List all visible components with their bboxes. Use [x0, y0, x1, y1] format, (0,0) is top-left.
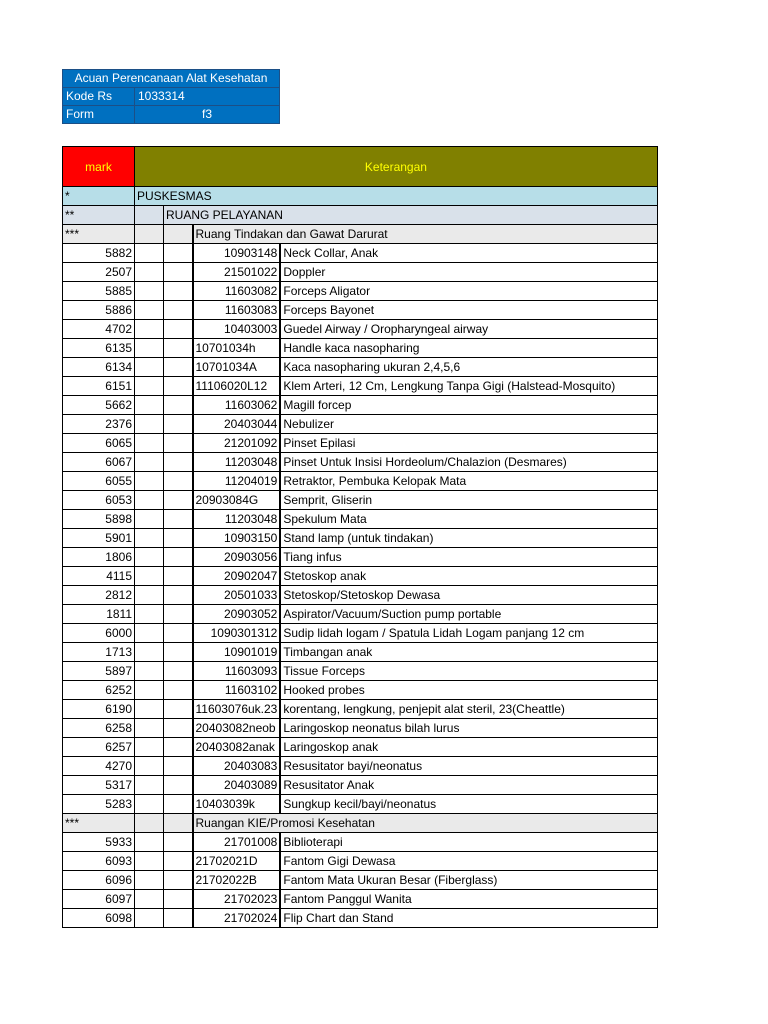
indent-cell[interactable] — [135, 814, 164, 833]
indent-cell[interactable] — [164, 738, 193, 757]
group-mark[interactable]: * — [63, 187, 135, 206]
indent-cell[interactable] — [135, 662, 164, 681]
description-cell[interactable]: Handle kaca nasopharing — [280, 339, 657, 358]
table-row — [63, 681, 658, 700]
description-cell[interactable]: Laringoskop neonatus bilah lurus — [280, 719, 657, 738]
mark-cell[interactable]: 5901 — [63, 529, 135, 548]
table-row — [63, 776, 658, 795]
table-row — [63, 301, 658, 320]
mark-cell[interactable]: 1806 — [63, 548, 135, 567]
table-row — [63, 434, 658, 453]
description-cell[interactable]: Stand lamp (untuk tindakan) — [280, 529, 657, 548]
code-cell[interactable]: 21701008 — [193, 833, 281, 852]
code-cell[interactable]: 11204019 — [193, 472, 281, 491]
description-cell[interactable]: Neck Collar, Anak — [280, 244, 657, 263]
description-cell[interactable]: Retraktor, Pembuka Kelopak Mata — [280, 472, 657, 491]
table-header — [63, 147, 658, 187]
info-title: Acuan Perencanaan Alat Kesehatan — [63, 70, 280, 88]
table-row — [63, 263, 658, 282]
group-label[interactable]: RUANG PELAYANAN — [164, 206, 658, 225]
description-cell[interactable]: Stetoskop anak — [280, 567, 657, 586]
code-cell[interactable]: 21702022B — [193, 871, 281, 890]
description-cell[interactable]: Fantom Panggul Wanita — [280, 890, 657, 909]
indent-cell[interactable] — [164, 548, 193, 567]
indent-cell[interactable] — [135, 833, 164, 852]
table-row — [63, 586, 658, 605]
indent-cell[interactable] — [164, 719, 193, 738]
mark-cell[interactable]: 5662 — [63, 396, 135, 415]
indent-cell[interactable] — [164, 852, 193, 871]
keterangan-header[interactable]: Keterangan — [135, 147, 658, 187]
indent-cell[interactable] — [164, 377, 193, 396]
code-cell[interactable]: 11603093 — [193, 662, 281, 681]
description-cell[interactable]: Forceps Aligator — [280, 282, 657, 301]
mark-cell[interactable]: 6135 — [63, 339, 135, 358]
indent-cell[interactable] — [135, 624, 164, 643]
mark-cell[interactable]: 6134 — [63, 358, 135, 377]
kode-rs-label: Kode Rs — [63, 88, 135, 106]
mark-cell[interactable]: 6097 — [63, 890, 135, 909]
code-cell[interactable]: 21702023 — [193, 890, 281, 909]
code-cell[interactable]: 10901019 — [193, 643, 281, 662]
indent-cell[interactable] — [164, 415, 193, 434]
indent-cell[interactable] — [135, 377, 164, 396]
group-row-level3 — [63, 225, 658, 244]
indent-cell[interactable] — [164, 643, 193, 662]
description-cell[interactable]: Pinset Untuk Insisi Hordeolum/Chalazion (Desmares) — [280, 453, 657, 472]
table-row — [63, 453, 658, 472]
indent-cell[interactable] — [164, 263, 193, 282]
mark-cell[interactable]: 5885 — [63, 282, 135, 301]
code-cell[interactable]: 20903052 — [193, 605, 281, 624]
table-row — [63, 282, 658, 301]
description-cell[interactable]: Kaca nasopharing ukuran 2,4,5,6 — [280, 358, 657, 377]
indent-cell[interactable] — [135, 206, 164, 225]
description-cell[interactable]: Biblioterapi — [280, 833, 657, 852]
description-cell[interactable]: Spekulum Mata — [280, 510, 657, 529]
mark-cell[interactable]: 5933 — [63, 833, 135, 852]
indent-cell[interactable] — [164, 301, 193, 320]
indent-cell[interactable] — [135, 567, 164, 586]
indent-cell[interactable] — [164, 776, 193, 795]
indent-cell[interactable] — [135, 643, 164, 662]
indent-cell[interactable] — [164, 396, 193, 415]
code-cell[interactable]: 11603082 — [193, 282, 281, 301]
info-box — [62, 69, 280, 124]
group-mark[interactable]: ** — [63, 206, 135, 225]
table-row — [63, 415, 658, 434]
table-row — [63, 491, 658, 510]
indent-cell[interactable] — [164, 833, 193, 852]
description-cell[interactable]: Resusitator bayi/neonatus — [280, 757, 657, 776]
mark-cell[interactable]: 6093 — [63, 852, 135, 871]
indent-cell[interactable] — [135, 434, 164, 453]
code-cell[interactable]: 20501033 — [193, 586, 281, 605]
indent-cell[interactable] — [164, 814, 193, 833]
indent-cell[interactable] — [135, 396, 164, 415]
description-cell[interactable]: Hooked probes — [280, 681, 657, 700]
description-cell[interactable]: Tiang infus — [280, 548, 657, 567]
description-cell[interactable]: Magill forcep — [280, 396, 657, 415]
mark-cell[interactable]: 6252 — [63, 681, 135, 700]
description-cell[interactable]: Flip Chart dan Stand — [280, 909, 657, 928]
code-cell[interactable]: 11603076uk.23 — [193, 700, 281, 719]
table-row — [63, 852, 658, 871]
indent-cell[interactable] — [164, 795, 193, 814]
group-label[interactable]: PUSKESMAS — [135, 187, 658, 206]
indent-cell[interactable] — [164, 472, 193, 491]
indent-cell[interactable] — [135, 681, 164, 700]
indent-cell[interactable] — [164, 700, 193, 719]
mark-header[interactable]: mark — [63, 147, 135, 187]
indent-cell[interactable] — [164, 624, 193, 643]
code-cell[interactable]: 10903150 — [193, 529, 281, 548]
form-value[interactable]: f3 — [135, 106, 280, 124]
indent-cell[interactable] — [135, 605, 164, 624]
mark-cell[interactable]: 2507 — [63, 263, 135, 282]
indent-cell[interactable] — [164, 358, 193, 377]
form-label: Form — [63, 106, 135, 124]
description-cell[interactable]: Stetoskop/Stetoskop Dewasa — [280, 586, 657, 605]
indent-cell[interactable] — [164, 529, 193, 548]
description-cell[interactable]: Sudip lidah logam / Spatula Lidah Logam panjang 12 cm — [280, 624, 657, 643]
table-row — [63, 510, 658, 529]
group-row-level1 — [63, 187, 658, 206]
indent-cell[interactable] — [135, 909, 164, 928]
code-cell[interactable]: 21501022 — [193, 263, 281, 282]
mark-cell[interactable]: 6096 — [63, 871, 135, 890]
table-row — [63, 909, 658, 928]
indent-cell[interactable] — [164, 510, 193, 529]
mark-cell[interactable]: 4270 — [63, 757, 135, 776]
code-cell[interactable]: 21702021D — [193, 852, 281, 871]
indent-cell[interactable] — [135, 776, 164, 795]
mark-cell[interactable]: 4115 — [63, 567, 135, 586]
code-cell[interactable]: 11203048 — [193, 453, 281, 472]
mark-cell[interactable]: 5317 — [63, 776, 135, 795]
table-row — [63, 605, 658, 624]
mark-cell[interactable]: 6151 — [63, 377, 135, 396]
table-row — [63, 529, 658, 548]
indent-cell[interactable] — [164, 909, 193, 928]
indent-cell[interactable] — [164, 757, 193, 776]
description-cell[interactable]: Semprit, Gliserin — [280, 491, 657, 510]
mark-cell[interactable]: 5898 — [63, 510, 135, 529]
mark-cell[interactable]: 6257 — [63, 738, 135, 757]
indent-cell[interactable] — [135, 320, 164, 339]
mark-cell[interactable]: 4702 — [63, 320, 135, 339]
description-cell[interactable]: Nebulizer — [280, 415, 657, 434]
code-cell[interactable]: 20403044 — [193, 415, 281, 434]
code-cell[interactable]: 11106020L12 — [193, 377, 281, 396]
table-row — [63, 396, 658, 415]
indent-cell[interactable] — [164, 586, 193, 605]
group-mark[interactable]: *** — [63, 814, 135, 833]
group-label[interactable]: Ruangan KIE/Promosi Kesehatan — [193, 814, 658, 833]
indent-cell[interactable] — [135, 491, 164, 510]
indent-cell[interactable] — [135, 415, 164, 434]
mark-cell[interactable]: 6098 — [63, 909, 135, 928]
mark-cell[interactable]: 5882 — [63, 244, 135, 263]
indent-cell[interactable] — [135, 548, 164, 567]
description-cell[interactable]: korentang, lengkung, penjepit alat steril, 23(Cheattle) — [280, 700, 657, 719]
indent-cell[interactable] — [135, 795, 164, 814]
table-row — [63, 244, 658, 263]
indent-cell[interactable] — [135, 225, 164, 244]
table-row — [63, 624, 658, 643]
table-row — [63, 643, 658, 662]
table-row — [63, 662, 658, 681]
description-cell[interactable]: Resusitator Anak — [280, 776, 657, 795]
group-label[interactable]: Ruang Tindakan dan Gawat Darurat — [193, 225, 658, 244]
description-cell[interactable]: Fantom Gigi Dewasa — [280, 852, 657, 871]
description-cell[interactable]: Sungkup kecil/bayi/neonatus — [280, 795, 657, 814]
kode-rs-value[interactable]: 1033314 — [135, 88, 280, 106]
table-row — [63, 377, 658, 396]
table-row — [63, 548, 658, 567]
mark-cell[interactable]: 1811 — [63, 605, 135, 624]
indent-cell[interactable] — [164, 890, 193, 909]
table-row — [63, 358, 658, 377]
indent-cell[interactable] — [135, 586, 164, 605]
mark-cell[interactable]: 6055 — [63, 472, 135, 491]
table-row — [63, 472, 658, 491]
indent-cell[interactable] — [135, 700, 164, 719]
table-row — [63, 700, 658, 719]
description-cell[interactable]: Laringoskop anak — [280, 738, 657, 757]
mark-cell[interactable]: 2812 — [63, 586, 135, 605]
description-cell[interactable]: Guedel Airway / Oropharyngeal airway — [280, 320, 657, 339]
code-cell[interactable]: 20902047 — [193, 567, 281, 586]
indent-cell[interactable] — [135, 453, 164, 472]
table-row — [63, 890, 658, 909]
mark-cell[interactable]: 5283 — [63, 795, 135, 814]
indent-cell[interactable] — [164, 491, 193, 510]
code-cell[interactable]: 21201092 — [193, 434, 281, 453]
description-cell[interactable]: Timbangan anak — [280, 643, 657, 662]
description-cell[interactable]: Tissue Forceps — [280, 662, 657, 681]
mark-cell[interactable]: 2376 — [63, 415, 135, 434]
indent-cell[interactable] — [164, 244, 193, 263]
group-row-level3 — [63, 814, 658, 833]
code-cell[interactable]: 10903148 — [193, 244, 281, 263]
code-cell[interactable]: 11203048 — [193, 510, 281, 529]
mark-cell[interactable]: 6258 — [63, 719, 135, 738]
indent-cell[interactable] — [164, 339, 193, 358]
indent-cell[interactable] — [164, 225, 193, 244]
indent-cell[interactable] — [135, 358, 164, 377]
mark-cell[interactable]: 6053 — [63, 491, 135, 510]
table-row — [63, 795, 658, 814]
description-cell[interactable]: Klem Arteri, 12 Cm, Lengkung Tanpa Gigi (Halstead-Mosquito) — [280, 377, 657, 396]
indent-cell[interactable] — [164, 567, 193, 586]
code-cell[interactable]: 21702024 — [193, 909, 281, 928]
code-cell[interactable]: 11603102 — [193, 681, 281, 700]
indent-cell[interactable] — [135, 339, 164, 358]
code-cell[interactable]: 11603062 — [193, 396, 281, 415]
table-row — [63, 871, 658, 890]
mark-cell[interactable]: 5897 — [63, 662, 135, 681]
description-cell[interactable]: Forceps Bayonet — [280, 301, 657, 320]
code-cell[interactable]: 11603083 — [193, 301, 281, 320]
indent-cell[interactable] — [135, 852, 164, 871]
table-row — [63, 738, 658, 757]
mark-cell[interactable]: 5886 — [63, 301, 135, 320]
indent-cell[interactable] — [135, 890, 164, 909]
code-cell[interactable]: 20403082anak — [193, 738, 281, 757]
indent-cell[interactable] — [135, 738, 164, 757]
indent-cell[interactable] — [135, 510, 164, 529]
indent-cell[interactable] — [164, 662, 193, 681]
indent-cell[interactable] — [164, 681, 193, 700]
code-cell[interactable]: 10701034h — [193, 339, 281, 358]
indent-cell[interactable] — [135, 263, 164, 282]
description-cell[interactable]: Doppler — [280, 263, 657, 282]
indent-cell[interactable] — [164, 282, 193, 301]
table-row — [63, 339, 658, 358]
group-mark[interactable]: *** — [63, 225, 135, 244]
code-cell[interactable]: 20403082neob — [193, 719, 281, 738]
group-row-level2 — [63, 206, 658, 225]
code-cell[interactable]: 10701034A — [193, 358, 281, 377]
code-cell[interactable]: 20903084G — [193, 491, 281, 510]
indent-cell[interactable] — [164, 434, 193, 453]
description-cell[interactable]: Fantom Mata Ukuran Besar (Fiberglass) — [280, 871, 657, 890]
table-row — [63, 719, 658, 738]
mark-cell[interactable]: 1713 — [63, 643, 135, 662]
indent-cell[interactable] — [164, 871, 193, 890]
indent-cell[interactable] — [135, 719, 164, 738]
table-row — [63, 757, 658, 776]
indent-cell[interactable] — [164, 320, 193, 339]
description-cell[interactable]: Aspirator/Vacuum/Suction pump portable — [280, 605, 657, 624]
code-cell[interactable]: 20403083 — [193, 757, 281, 776]
table-row — [63, 567, 658, 586]
indent-cell[interactable] — [135, 472, 164, 491]
table-row — [63, 833, 658, 852]
indent-cell[interactable] — [135, 757, 164, 776]
indent-cell[interactable] — [135, 244, 164, 263]
description-cell[interactable]: Pinset Epilasi — [280, 434, 657, 453]
indent-cell[interactable] — [135, 282, 164, 301]
indent-cell[interactable] — [135, 529, 164, 548]
code-cell[interactable]: 20403089 — [193, 776, 281, 795]
mark-cell[interactable]: 6190 — [63, 700, 135, 719]
code-cell[interactable]: 1090301312 — [193, 624, 281, 643]
mark-cell[interactable]: 6065 — [63, 434, 135, 453]
indent-cell[interactable] — [164, 453, 193, 472]
indent-cell[interactable] — [135, 301, 164, 320]
code-cell[interactable]: 10403039k — [193, 795, 281, 814]
equipment-table — [62, 146, 658, 928]
indent-cell[interactable] — [164, 605, 193, 624]
code-cell[interactable]: 20903056 — [193, 548, 281, 567]
mark-cell[interactable]: 6067 — [63, 453, 135, 472]
table-row — [63, 320, 658, 339]
code-cell[interactable]: 10403003 — [193, 320, 281, 339]
mark-cell[interactable]: 6000 — [63, 624, 135, 643]
indent-cell[interactable] — [135, 871, 164, 890]
